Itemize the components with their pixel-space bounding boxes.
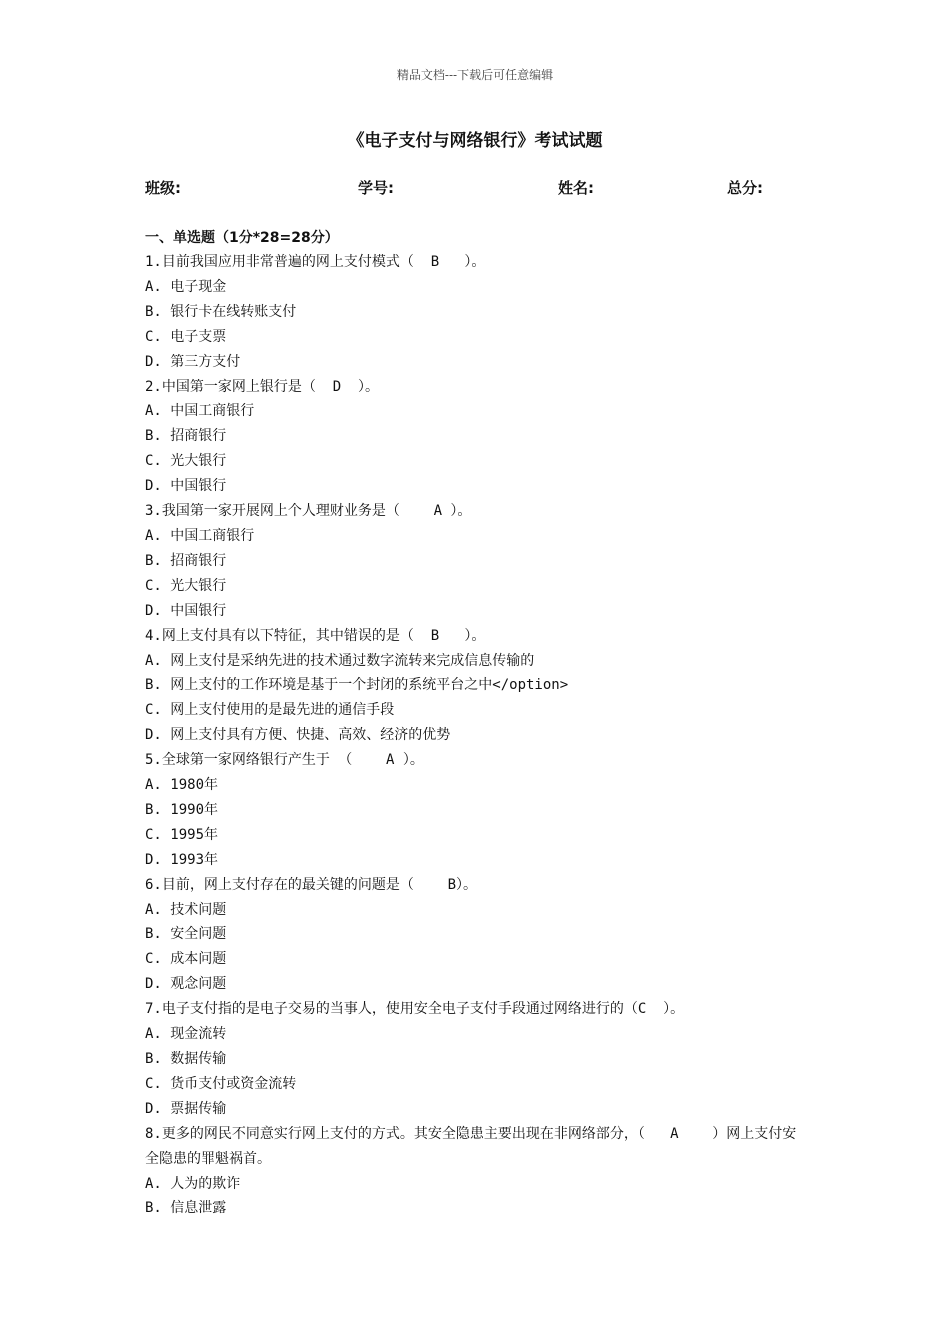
question-item — [145, 624, 805, 749]
answer-option: B. 网上支付的工作环境是基于一个封闭的系统平台之中</option> — [145, 677, 569, 694]
answer-option: A. 网上支付是采纳先进的技术通过数字流转来完成信息传输的 — [145, 652, 535, 669]
answer-option: C. 成本问题 — [145, 951, 227, 968]
answer-option: B. 数据传输 — [145, 1051, 227, 1067]
answer-option: C. 光大银行 — [145, 577, 227, 594]
question-item — [145, 499, 805, 624]
answer-option: D. 中国银行 — [145, 478, 227, 495]
answer-option: B. 银行卡在线转账支付 — [145, 303, 297, 320]
answer-option: A. 中国工商银行 — [145, 403, 255, 420]
question-item — [145, 748, 805, 873]
answer-option: D. 观念问题 — [145, 976, 227, 993]
answer-option: A. 技术问题 — [145, 901, 227, 918]
answer-option: C. 电子支票 — [145, 328, 227, 345]
question-item — [145, 873, 805, 998]
question-item — [145, 1122, 805, 1222]
answer-option: C. 光大银行 — [145, 453, 227, 470]
answer-option: C. 网上支付使用的是最先进的通信手段 — [145, 702, 395, 719]
question-item — [145, 375, 805, 500]
question-stem: 5.全球第一家网络银行产生于 （ A ）。 — [145, 752, 424, 769]
answer-option: A. 人为的欺诈 — [145, 1175, 241, 1192]
answer-option: B. 信息泄露 — [145, 1200, 227, 1217]
class-field-label: 班级: — [145, 179, 181, 197]
question-stem: 8.更多的网民不同意实行网上支付的方式。其安全隐患主要出现在非网络部分，（ A ）网上支付安全隐患的罪魁祸首。 — [145, 1125, 797, 1167]
page-header-note: 精品文档---下载后可任意编辑 — [396, 68, 554, 82]
name-field-label: 姓名: — [558, 179, 594, 197]
answer-option: D. 票据传输 — [145, 1100, 227, 1117]
question-stem: 3.我国第一家开展网上个人理财业务是（ A ）。 — [145, 503, 472, 520]
answer-option: C. 1995年 — [145, 826, 219, 843]
question-stem: 7.电子支付指的是电子交易的当事人，使用安全电子支付手段通过网络进行的（C ）。 — [145, 1001, 685, 1018]
answer-option: D. 1993年 — [145, 851, 219, 868]
question-stem: 2.中国第一家网上银行是（ D ）。 — [145, 378, 380, 395]
answer-option: B. 招商银行 — [145, 428, 227, 445]
answer-option: A. 电子现金 — [145, 278, 227, 295]
student-id-field-label: 学号: — [358, 179, 394, 197]
answer-option: B. 1990年 — [145, 801, 219, 818]
question-stem: 4.网上支付具有以下特征，其中错误的是（ B ）。 — [145, 627, 486, 644]
answer-option: D. 第三方支付 — [145, 353, 241, 370]
answer-option: C. 货币支付或资金流转 — [145, 1075, 297, 1092]
answer-option: B. 安全问题 — [145, 926, 227, 943]
question-stem: 1.目前我国应用非常普遍的网上支付模式（ B ）。 — [145, 254, 486, 270]
total-score-field-label: 总分: — [727, 179, 763, 197]
answer-option: B. 招商银行 — [145, 552, 227, 569]
answer-option: D. 网上支付具有方便、快捷、高效、经济的优势 — [145, 727, 451, 744]
answer-option: D. 中国银行 — [145, 602, 227, 619]
answer-option: A. 现金流转 — [145, 1026, 227, 1043]
question-item — [145, 997, 805, 1122]
question-item — [145, 250, 805, 375]
section-heading: 一、单选题（1分*28=28分） — [145, 230, 339, 246]
answer-option: A. 1980年 — [145, 777, 219, 794]
answer-option: A. 中国工商银行 — [145, 527, 255, 544]
exam-info-row — [145, 177, 805, 199]
question-list — [145, 250, 805, 1221]
document-title: 《电子支付与网络银行》考试试题 — [347, 131, 603, 151]
question-stem: 6.目前，网上支付存在的最关键的问题是（ B）。 — [145, 876, 477, 893]
